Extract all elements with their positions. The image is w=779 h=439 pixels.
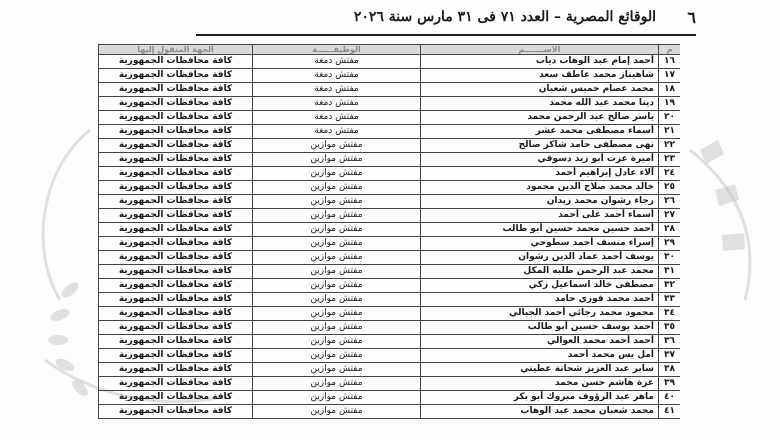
row-number: ٣٠ (659, 251, 681, 265)
job-title: مفتش موازين (253, 363, 421, 377)
table-row (99, 279, 681, 293)
employee-name: أميرة عزت أبو زيد دسوقي (421, 153, 659, 167)
employee-name: رجاء رشوان محمد زيدان (421, 195, 659, 209)
employee-name: ياسر صالح عبد الرحمن محمد (421, 111, 659, 125)
table-row (99, 181, 681, 195)
table-row (99, 335, 681, 349)
job-title: مفتش موازين (253, 237, 421, 251)
destination: كافة محافظات الجمهورية (99, 279, 253, 293)
row-number: ٣٥ (659, 321, 681, 335)
row-number: ٣٨ (659, 363, 681, 377)
employee-name: عزة هاشم حسن محمد (421, 377, 659, 391)
destination: كافة محافظات الجمهورية (99, 139, 253, 153)
employee-name: محمد عبد الرحمن طلبه المكل (421, 265, 659, 279)
row-number: ٣١ (659, 265, 681, 279)
table-row (99, 265, 681, 279)
job-title: مفتش موازين (253, 223, 421, 237)
row-number: ٤٠ (659, 391, 681, 405)
employee-name: أحمد يوسف حسين أبو طالب (421, 321, 659, 335)
column-header-job: الوظيفــــــة (253, 45, 421, 55)
job-title: مفتش دمغة (253, 111, 421, 125)
employee-name: شاهيناز محمد عاطف سعد (421, 69, 659, 83)
table-row (99, 97, 681, 111)
job-title: مفتش موازين (253, 181, 421, 195)
table-row (99, 223, 681, 237)
destination: كافة محافظات الجمهورية (99, 97, 253, 111)
row-number: ٣٧ (659, 349, 681, 363)
job-title: مفتش دمغة (253, 97, 421, 111)
row-number: ٤١ (659, 405, 681, 419)
row-number: ٣٢ (659, 279, 681, 293)
destination: كافة محافظات الجمهورية (99, 181, 253, 195)
employee-name: محمد شعبان محمد عبد الوهاب (421, 405, 659, 419)
table-row (99, 363, 681, 377)
row-number: ١٨ (659, 83, 681, 97)
employee-name: محمود محمد رجائي أحمد الجبالي (421, 307, 659, 321)
employee-name: أمل يس محمد أحمد (421, 349, 659, 363)
page-header (196, 7, 696, 33)
table-row (99, 321, 681, 335)
table-row (99, 405, 681, 419)
job-title: مفتش موازين (253, 195, 421, 209)
destination: كافة محافظات الجمهورية (99, 167, 253, 181)
employee-name: أحمد محمد فوزي حامد (421, 293, 659, 307)
destination: كافة محافظات الجمهورية (99, 237, 253, 251)
row-number: ١٩ (659, 97, 681, 111)
table-row (99, 391, 681, 405)
header-divider (196, 34, 696, 36)
employee-name: يوسف أحمد عماد الدين رشوان (421, 251, 659, 265)
row-number: ٢٧ (659, 209, 681, 223)
publication-title: الوقائع المصرية – العدد ٧١ فى ٣١ مارس سنة ٢٠٢٦ (353, 9, 656, 25)
table-row (99, 195, 681, 209)
table-row (99, 55, 681, 69)
job-title: مفتش موازين (253, 335, 421, 349)
job-title: مفتش دمغة (253, 55, 421, 69)
employee-name: آلاء عادل إبراهيم أحمد (421, 167, 659, 181)
destination: كافة محافظات الجمهورية (99, 209, 253, 223)
table-row (99, 153, 681, 167)
row-number: ٣٩ (659, 377, 681, 391)
job-title: مفتش موازين (253, 139, 421, 153)
table-row (99, 167, 681, 181)
table-row (99, 69, 681, 83)
destination: كافة محافظات الجمهورية (99, 55, 253, 69)
destination: كافة محافظات الجمهورية (99, 349, 253, 363)
job-title: مفتش موازين (253, 391, 421, 405)
job-title: مفتش موازين (253, 405, 421, 419)
destination: كافة محافظات الجمهورية (99, 335, 253, 349)
employee-name: أسماء أحمد على أحمد (421, 209, 659, 223)
destination: كافة محافظات الجمهورية (99, 363, 253, 377)
table-row (99, 293, 681, 307)
destination: كافة محافظات الجمهورية (99, 265, 253, 279)
destination: كافة محافظات الجمهورية (99, 223, 253, 237)
job-title: مفتش موازين (253, 293, 421, 307)
table-row (99, 349, 681, 363)
employee-name: محمد عصام خميس شعبان (421, 83, 659, 97)
employee-name: أسماء مصطفى محمد عشر (421, 125, 659, 139)
destination: كافة محافظات الجمهورية (99, 125, 253, 139)
row-number: ٢٩ (659, 237, 681, 251)
row-number: ٣٣ (659, 293, 681, 307)
job-title: مفتش موازين (253, 153, 421, 167)
job-title: مفتش موازين (253, 377, 421, 391)
destination: كافة محافظات الجمهورية (99, 307, 253, 321)
destination: كافة محافظات الجمهورية (99, 69, 253, 83)
transfer-table-container (98, 44, 680, 434)
row-number: ٢٢ (659, 139, 681, 153)
row-number: ١٧ (659, 69, 681, 83)
destination: كافة محافظات الجمهورية (99, 391, 253, 405)
destination: كافة محافظات الجمهورية (99, 153, 253, 167)
row-number: ٢٠ (659, 111, 681, 125)
job-title: مفتش دمغة (253, 69, 421, 83)
column-header-number: م (659, 45, 681, 55)
row-number: ٢٣ (659, 153, 681, 167)
table-row (99, 125, 681, 139)
row-number: ٣٦ (659, 335, 681, 349)
job-title: مفتش موازين (253, 307, 421, 321)
employee-name: إسراء منسف أحمد سطوحي (421, 237, 659, 251)
table-row (99, 209, 681, 223)
destination: كافة محافظات الجمهورية (99, 195, 253, 209)
table-row (99, 307, 681, 321)
employee-name: مصطفى خالد اسماعيل زكي (421, 279, 659, 293)
row-number: ٢٦ (659, 195, 681, 209)
destination: كافة محافظات الجمهورية (99, 293, 253, 307)
employee-name: أحمد إمام عبد الوهاب دياب (421, 55, 659, 69)
row-number: ٢١ (659, 125, 681, 139)
table-header-row (99, 45, 681, 55)
table-row (99, 83, 681, 97)
job-title: مفتش دمغة (253, 83, 421, 97)
table-row (99, 251, 681, 265)
column-header-destination: الجهة المنقول إليها (99, 45, 253, 55)
destination: كافة محافظات الجمهورية (99, 377, 253, 391)
employee-name: دينا محمد عبد الله محمد (421, 97, 659, 111)
job-title: مفتش موازين (253, 279, 421, 293)
destination: كافة محافظات الجمهورية (99, 405, 253, 419)
job-title: مفتش موازين (253, 209, 421, 223)
destination: كافة محافظات الجمهورية (99, 321, 253, 335)
destination: كافة محافظات الجمهورية (99, 111, 253, 125)
employee-name: أحمد حسين محمد حسين أبو طالب (421, 223, 659, 237)
row-number: ١٦ (659, 55, 681, 69)
employee-name: ماهر عبد الرؤوف مبروك أبو بكر (421, 391, 659, 405)
page-number: ٦ (687, 8, 696, 27)
job-title: مفتش موازين (253, 167, 421, 181)
row-number: ٢٨ (659, 223, 681, 237)
job-title: مفتش دمغة (253, 125, 421, 139)
table-row (99, 139, 681, 153)
job-title: مفتش موازين (253, 265, 421, 279)
row-number: ٣٤ (659, 307, 681, 321)
job-title: مفتش موازين (253, 349, 421, 363)
job-title: مفتش موازين (253, 251, 421, 265)
table-row (99, 377, 681, 391)
employee-name: نهى مصطفى حامد شاكر صالح (421, 139, 659, 153)
row-number: ٢٤ (659, 167, 681, 181)
job-title: مفتش موازين (253, 321, 421, 335)
destination: كافة محافظات الجمهورية (99, 83, 253, 97)
employee-name: خالد محمد صلاح الدين محمود (421, 181, 659, 195)
table-row (99, 237, 681, 251)
row-number: ٢٥ (659, 181, 681, 195)
employee-name: أحمد أحمد محمد العوالي (421, 335, 659, 349)
destination: كافة محافظات الجمهورية (99, 251, 253, 265)
employee-name: سابر عبد العزيز شحاتة عطيتي (421, 363, 659, 377)
table-row (99, 111, 681, 125)
column-header-name: الاســـــــم (421, 45, 659, 55)
transfer-table (98, 44, 680, 419)
